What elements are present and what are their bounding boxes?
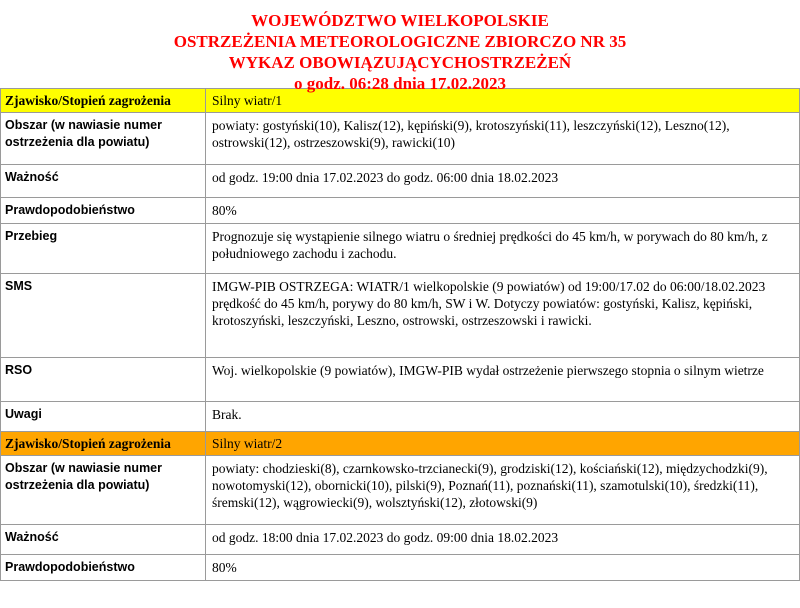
warning2-probability-row [1, 555, 800, 581]
remarks-label: Uwagi [1, 402, 206, 432]
warning1-remarks-row [1, 402, 800, 432]
sms-label: SMS [1, 274, 206, 358]
warning1-rso-row [1, 358, 800, 402]
warning1-course-row [1, 224, 800, 274]
warning1-probability: 80% [206, 198, 800, 224]
warning2-area: powiaty: chodzieski(8), czarnkowsko-trzcianecki(9), grodziski(12), kościański(12), międzychodzki(9), nowotomyski(12), obornicki(10), pilski(9), Poznań(11), poznański(11), szamotulski(10), średzki(11), śremski(12), wągrowiecki(9), wolsztyński(12), złotowski(9) [206, 456, 800, 525]
bulletin-title: OSTRZEŻENIA METEOROLOGICZNE ZBIORCZO NR 35 [173, 32, 627, 51]
area-label: Obszar (w nawiasie numer ostrzeżenia dla powiatu) [1, 456, 206, 525]
warning1-area-row [1, 113, 800, 165]
warning2-probability: 80% [206, 555, 800, 581]
warning2-phenomenon: Silny wiatr/2 [206, 432, 800, 456]
probability-label: Prawdopodobieństwo [1, 198, 206, 224]
warning2-validity-row [1, 525, 800, 555]
warning1-remarks: Brak. [206, 402, 800, 432]
list-title: WYKAZ OBOWIĄZUJĄCYCHOSTRZEŻEŃ [228, 53, 572, 72]
warning1-phenomenon: Silny wiatr/1 [206, 89, 800, 113]
warning2-validity: od godz. 18:00 dnia 17.02.2023 do godz. 09:00 dnia 18.02.2023 [206, 525, 800, 555]
validity-label: Ważność [1, 165, 206, 198]
region-title: WOJEWÓDZTWO WIELKOPOLSKIE [251, 11, 549, 30]
warning2-area-row [1, 456, 800, 525]
issue-time: o godz. 06:28 dnia 17.02.2023 [293, 74, 507, 93]
probability-label: Prawdopodobieństwo [1, 555, 206, 581]
course-label: Przebieg [1, 224, 206, 274]
warning1-rso: Woj. wielkopolskie (9 powiatów), IMGW-PIB wydał ostrzeżenie pierwszego stopnia o silnym wietrze [206, 358, 800, 402]
warning1-sms-row [1, 274, 800, 358]
warning1-probability-row [1, 198, 800, 224]
document-header [0, 0, 800, 93]
rso-label: RSO [1, 358, 206, 402]
warning1-sms: IMGW-PIB OSTRZEGA: WIATR/1 wielkopolskie (9 powiatów) od 19:00/17.02 do 06:00/18.02.2023 prędkość do 45 km/h, porywy do 80 km/h, SW i W. Dotyczy powiatów: gostyński, Kalisz, kępiński, krotoszyński, leszczyński, Leszno, ostrowski, ostrzeszowski i rawicki. [206, 274, 800, 358]
validity-label: Ważność [1, 525, 206, 555]
warning2-phenomenon-row [1, 432, 800, 456]
phenomenon-label: Zjawisko/Stopień zagrożenia [1, 89, 206, 113]
warnings-table [0, 88, 800, 581]
warning1-validity: od godz. 19:00 dnia 17.02.2023 do godz. 06:00 dnia 18.02.2023 [206, 165, 800, 198]
area-label: Obszar (w nawiasie numer ostrzeżenia dla powiatu) [1, 113, 206, 165]
phenomenon-label: Zjawisko/Stopień zagrożenia [1, 432, 206, 456]
warning1-course: Prognozuje się wystąpienie silnego wiatru o średniej prędkości do 45 km/h, w porywach do 80 km/h, z południowego zachodu i zachodu. [206, 224, 800, 274]
warning1-validity-row [1, 165, 800, 198]
warning1-area: powiaty: gostyński(10), Kalisz(12), kępiński(9), krotoszyński(11), leszczyński(12), Leszno(12), ostrowski(12), ostrzeszowski(9), rawicki(10) [206, 113, 800, 165]
